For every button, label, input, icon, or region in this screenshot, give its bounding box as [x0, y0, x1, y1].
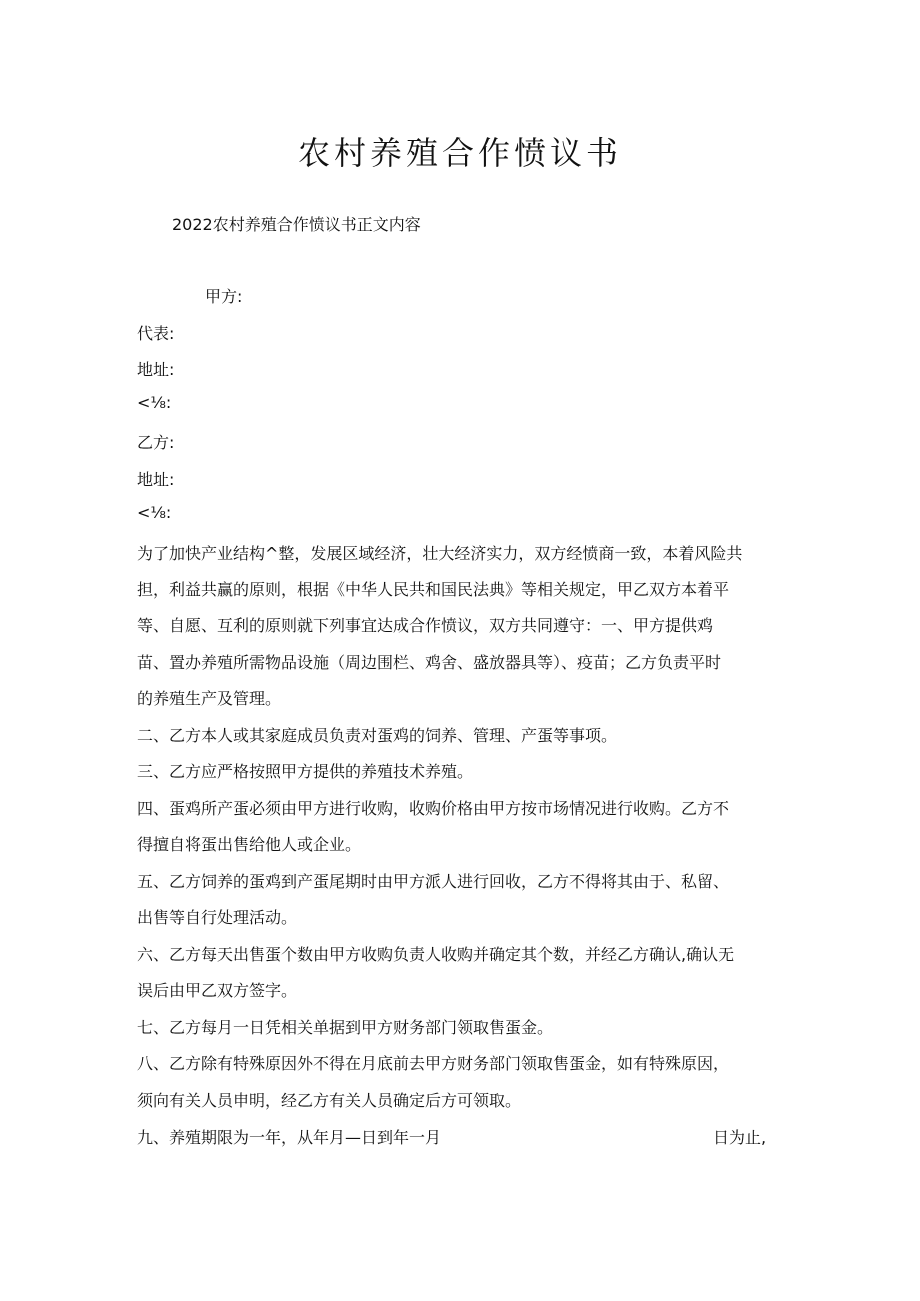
address-label-b: 地址:: [137, 470, 175, 489]
clause-4: 四、蛋鸡所产蛋必须由甲方进行收购，收购价格由甲方按市场情况进行收购。乙方不: [137, 799, 730, 818]
garbled-field-b: <⅛:: [137, 503, 172, 522]
body-line: 为了加快产业结构^整，发展区域经济，壮大经济实力，双方经愤商一致，本着风险共: [137, 544, 743, 563]
body-line: 得擅自将蛋出售给他人或企业。: [137, 835, 362, 854]
clause-6: 六、乙方每天出售蛋个数由甲方收购负责人收购并确定其个数，并经乙方确认,确认无: [137, 945, 735, 964]
address-label-a: 地址:: [137, 360, 175, 379]
clause-3: 三、乙方应严格按照甲方提供的养殖技术养殖。: [137, 762, 474, 781]
clause-9-left: 九、养殖期限为一年，从年月—日到年一月: [137, 1128, 442, 1147]
clause-2: 二、乙方本人或其家庭成员负责对蛋鸡的饲养、管理、产蛋等事项。: [137, 726, 618, 745]
party-a-label: 甲方:: [205, 287, 243, 306]
representative-label: 代表:: [137, 324, 175, 343]
body-line: 担，利益共赢的原则，根据《中华人民共和国民法典》等相关规定，甲乙双方本着平: [137, 580, 730, 599]
body-line: 出售等自行处理活动。: [137, 908, 298, 927]
body-line: 误后由甲乙双方签字。: [137, 981, 298, 1000]
party-b-label: 乙方:: [137, 433, 175, 452]
clause-5: 五、乙方饲养的蛋鸡到产蛋尾期时由甲方派人进行回收，乙方不得将其由于、私留、: [137, 872, 730, 891]
body-line: 等、自愿、互利的原则就下列事宜达成合作愤议，双方共同遵守：一、甲方提供鸡: [137, 616, 714, 635]
document-subtitle: 2022农村养殖合作愤议书正文内容: [172, 215, 421, 234]
body-line: 须向有关人员申明，经乙方有关人员确定后方可领取。: [137, 1091, 522, 1110]
body-line: 的养殖生产及管理。: [137, 689, 282, 708]
body-line: 苗、置办养殖所需物品设施（周边围栏、鸡舍、盛放器具等）、疫苗；乙方负责平时: [137, 653, 722, 672]
clause-9-right: 日为止,: [713, 1128, 767, 1147]
garbled-field-a: <⅛:: [137, 393, 172, 412]
clause-8: 八、乙方除有特殊原因外不得在月底前去甲方财务部门领取售蛋金，如有特殊原因，: [137, 1054, 730, 1073]
document-title: 农村养殖合作愤议书: [297, 134, 622, 172]
clause-7: 七、乙方每月一日凭相关单据到甲方财务部门领取售蛋金。: [137, 1018, 554, 1037]
